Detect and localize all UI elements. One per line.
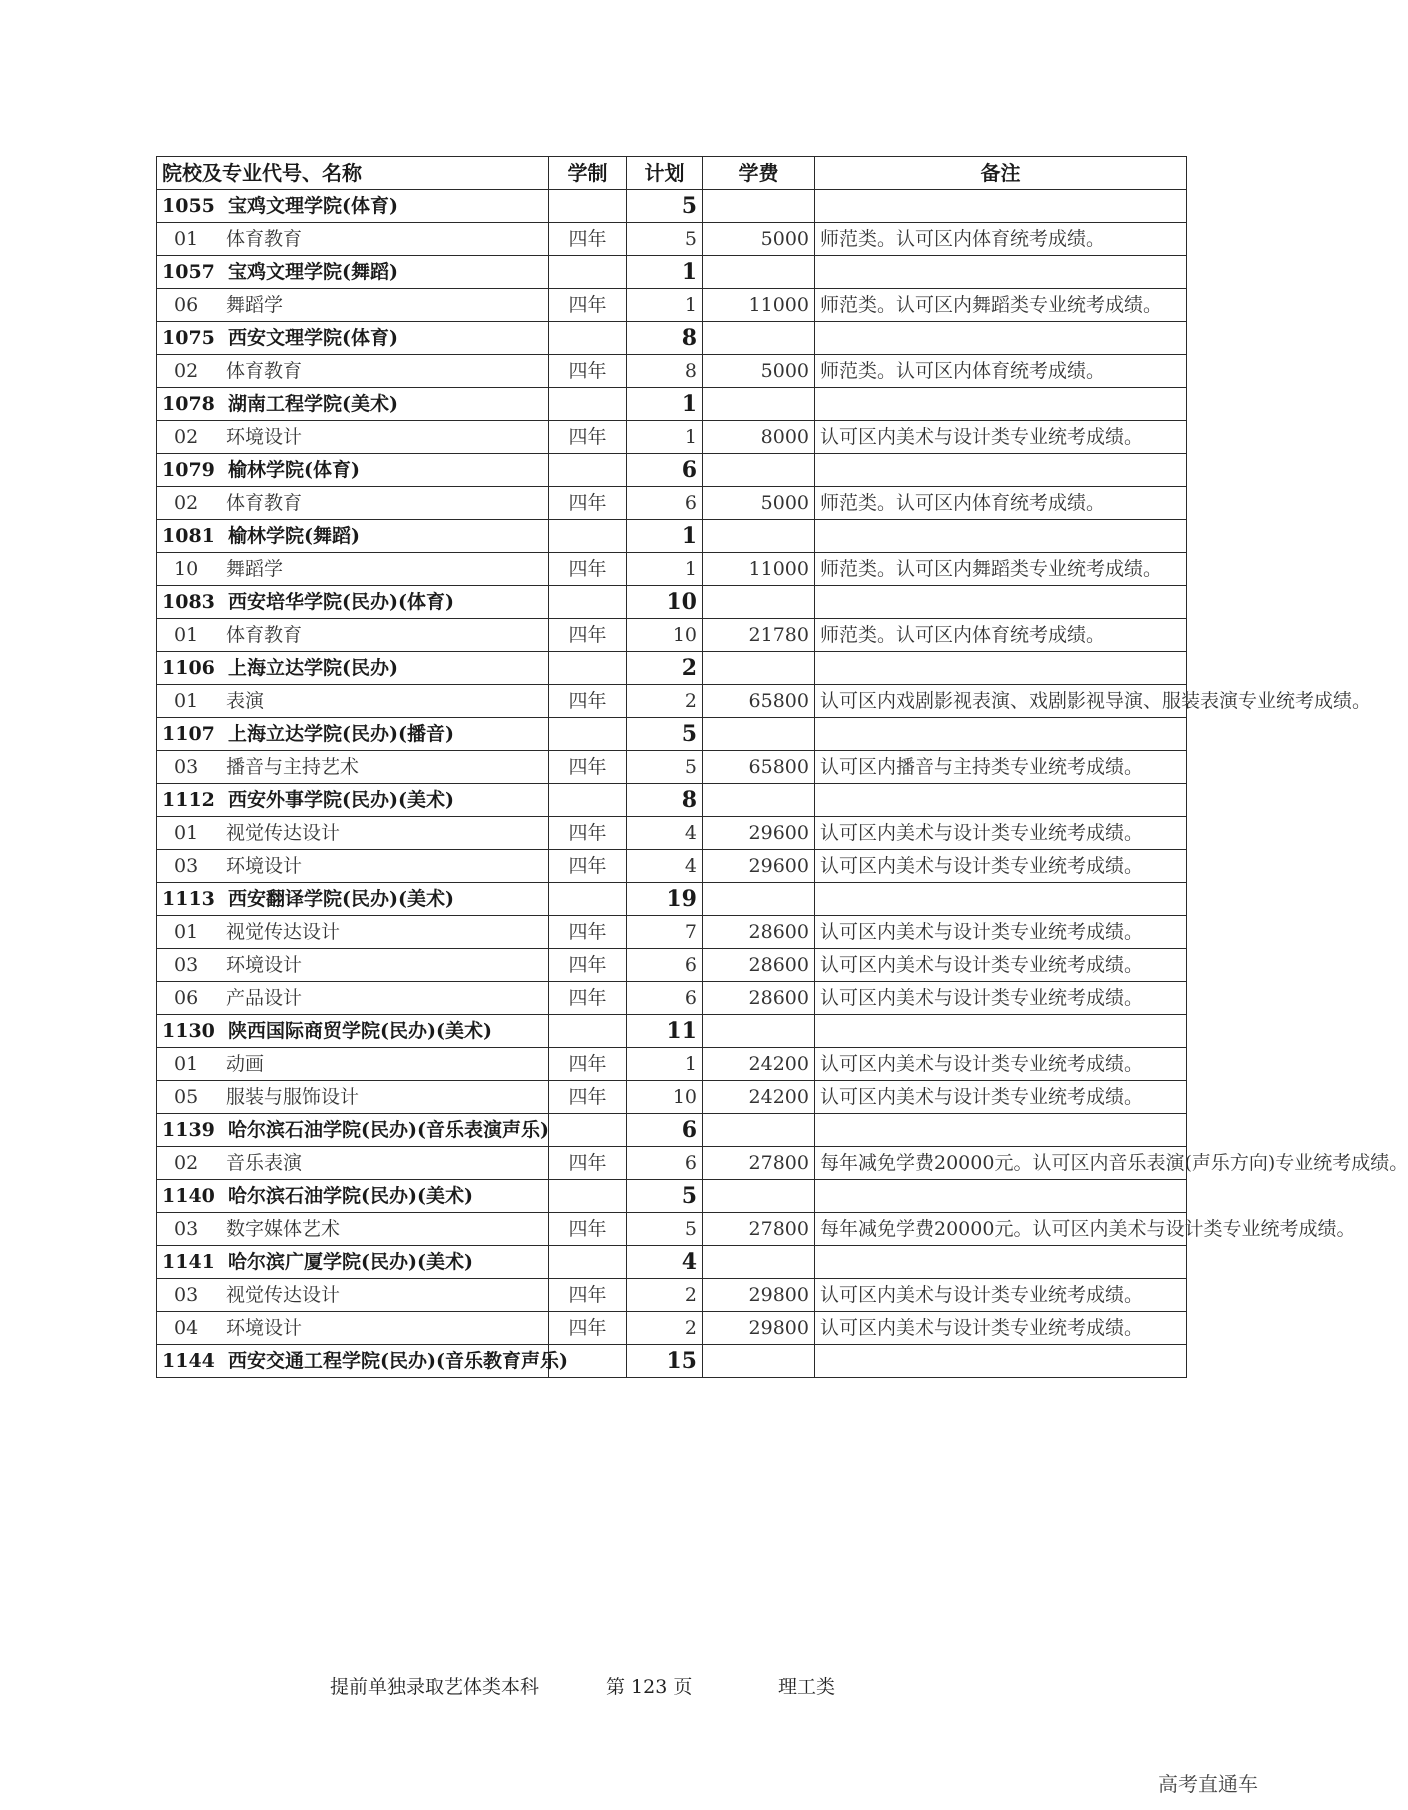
cell-note [815,1246,1187,1279]
cell-note: 师范类。认可区内体育统考成绩。 [815,223,1187,256]
major-name: 舞蹈学 [226,294,284,316]
cell-duration: 四年 [549,1048,627,1081]
header-note: 备注 [815,157,1187,190]
school-row [157,718,1187,751]
cell-duration [549,586,627,619]
cell-duration: 四年 [549,223,627,256]
cell-fee [703,388,815,421]
major-name: 体育教育 [226,360,303,382]
cell-fee [703,784,815,817]
cell-duration: 四年 [549,817,627,850]
school-name: 西安翻译学院(民办)(美术) [228,888,454,910]
cell-fee [703,1246,815,1279]
cell-duration: 四年 [549,685,627,718]
cell-fee [703,520,815,553]
cell-name [157,388,549,421]
major-code: 03 [174,1284,199,1306]
school-row [157,652,1187,685]
footer-page-number: 第 123 页 [606,1676,693,1698]
cell-name [157,1312,549,1345]
major-row [157,685,1187,718]
school-code: 1139 [162,1119,215,1141]
major-code: 02 [174,426,199,448]
cell-plan: 6 [627,487,703,520]
major-row [157,1312,1187,1345]
cell-name [157,784,549,817]
cell-plan: 1 [627,520,703,553]
major-code: 01 [174,228,199,250]
cell-duration [549,1015,627,1048]
school-row [157,1345,1187,1378]
cell-name [157,1147,549,1180]
major-name: 体育教育 [226,228,303,250]
school-row [157,190,1187,223]
cell-note [815,454,1187,487]
school-row [157,520,1187,553]
cell-duration: 四年 [549,1279,627,1312]
cell-duration [549,454,627,487]
cell-plan: 6 [627,1114,703,1147]
cell-name [157,256,549,289]
cell-name [157,586,549,619]
cell-duration [549,1114,627,1147]
cell-fee: 21780 [703,619,815,652]
school-row [157,784,1187,817]
major-code: 06 [174,294,199,316]
cell-duration [549,256,627,289]
cell-fee: 5000 [703,487,815,520]
major-name: 数字媒体艺术 [226,1218,341,1240]
major-code: 10 [174,558,199,580]
cell-plan: 2 [627,1312,703,1345]
major-name: 舞蹈学 [226,558,284,580]
school-code: 1055 [162,195,215,217]
major-name: 视觉传达设计 [226,822,341,844]
cell-fee: 11000 [703,553,815,586]
cell-duration: 四年 [549,916,627,949]
cell-note: 认可区内美术与设计类专业统考成绩。 [815,1048,1187,1081]
major-code: 02 [174,360,199,382]
cell-fee: 29800 [703,1312,815,1345]
cell-plan: 5 [627,223,703,256]
cell-plan: 2 [627,652,703,685]
major-code: 01 [174,921,199,943]
cell-note: 师范类。认可区内舞蹈类专业统考成绩。 [815,289,1187,322]
cell-fee: 24200 [703,1048,815,1081]
cell-note: 每年减免学费20000元。认可区内音乐表演(声乐方向)专业统考成绩。 [815,1147,1187,1180]
major-code: 05 [174,1086,199,1108]
cell-fee [703,190,815,223]
school-code: 1107 [162,723,215,745]
cell-name [157,289,549,322]
school-row [157,1246,1187,1279]
school-code: 1113 [162,888,215,910]
cell-plan: 4 [627,817,703,850]
cell-fee [703,652,815,685]
major-row [157,850,1187,883]
school-code: 1079 [162,459,215,481]
cell-fee: 5000 [703,223,815,256]
cell-fee: 27800 [703,1147,815,1180]
cell-duration [549,1246,627,1279]
major-row [157,1279,1187,1312]
cell-name [157,487,549,520]
cell-name [157,421,549,454]
school-code: 1140 [162,1185,215,1207]
cell-name [157,718,549,751]
school-row [157,1180,1187,1213]
cell-name [157,883,549,916]
major-code: 01 [174,690,199,712]
cell-note: 每年减免学费20000元。认可区内美术与设计类专业统考成绩。 [815,1213,1187,1246]
cell-fee: 24200 [703,1081,815,1114]
table-body [157,190,1408,1378]
cell-plan: 1 [627,289,703,322]
school-row [157,883,1187,916]
major-row [157,916,1187,949]
cell-note [815,883,1187,916]
school-code: 1141 [162,1251,215,1273]
cell-duration: 四年 [549,949,627,982]
major-name: 产品设计 [226,987,303,1009]
cell-plan: 6 [627,982,703,1015]
cell-name [157,685,549,718]
cell-name [157,751,549,784]
cell-fee: 5000 [703,355,815,388]
cell-duration [549,883,627,916]
cell-note [815,1180,1187,1213]
cell-plan: 1 [627,388,703,421]
school-name: 湖南工程学院(美术) [228,393,398,415]
cell-duration: 四年 [549,355,627,388]
cell-note: 认可区内美术与设计类专业统考成绩。 [815,916,1187,949]
school-code: 1144 [162,1350,215,1372]
cell-duration: 四年 [549,487,627,520]
cell-name [157,1081,549,1114]
major-name: 体育教育 [226,492,303,514]
school-name: 榆林学院(体育) [228,459,360,481]
major-name: 视觉传达设计 [226,921,341,943]
cell-duration [549,190,627,223]
cell-fee: 29800 [703,1279,815,1312]
cell-fee [703,322,815,355]
cell-fee [703,1114,815,1147]
cell-plan: 2 [627,1279,703,1312]
header-plan: 计划 [627,157,703,190]
school-code: 1106 [162,657,215,679]
school-name: 西安交通工程学院(民办)(音乐教育声乐) [228,1350,568,1372]
cell-plan: 11 [627,1015,703,1048]
cell-plan: 15 [627,1345,703,1378]
cell-name [157,553,549,586]
major-code: 03 [174,954,199,976]
cell-plan: 5 [627,1213,703,1246]
cell-note [815,1345,1187,1378]
cell-name [157,916,549,949]
major-row [157,751,1187,784]
major-code: 03 [174,855,199,877]
cell-fee: 29600 [703,817,815,850]
cell-duration: 四年 [549,619,627,652]
cell-plan: 6 [627,454,703,487]
major-row [157,817,1187,850]
cell-name [157,1213,549,1246]
major-code: 01 [174,624,199,646]
major-row [157,1213,1187,1246]
enrollment-table [156,156,1408,1378]
cell-note [815,256,1187,289]
cell-fee [703,883,815,916]
major-name: 动画 [226,1053,265,1075]
cell-note [815,652,1187,685]
major-code: 02 [174,492,199,514]
major-name: 服装与服饰设计 [226,1086,360,1108]
cell-note: 认可区内美术与设计类专业统考成绩。 [815,421,1187,454]
cell-fee [703,454,815,487]
major-name: 环境设计 [226,1317,303,1339]
major-row [157,1048,1187,1081]
cell-note: 认可区内美术与设计类专业统考成绩。 [815,1279,1187,1312]
school-name: 上海立达学院(民办) [228,657,398,679]
major-name: 环境设计 [226,954,303,976]
major-row [157,982,1187,1015]
cell-fee: 28600 [703,949,815,982]
cell-plan: 5 [627,1180,703,1213]
school-code: 1057 [162,261,215,283]
cell-note [815,1114,1187,1147]
school-row [157,586,1187,619]
cell-plan: 10 [627,586,703,619]
major-row [157,1147,1187,1180]
school-code: 1075 [162,327,215,349]
cell-name [157,949,549,982]
school-row [157,1015,1187,1048]
cell-note [815,1015,1187,1048]
header-duration: 学制 [549,157,627,190]
cell-name [157,190,549,223]
cell-name [157,1279,549,1312]
cell-note: 认可区内美术与设计类专业统考成绩。 [815,1312,1187,1345]
major-row [157,223,1187,256]
major-name: 体育教育 [226,624,303,646]
cell-note: 认可区内美术与设计类专业统考成绩。 [815,982,1187,1015]
cell-note: 认可区内播音与主持类专业统考成绩。 [815,751,1187,784]
cell-duration: 四年 [549,1147,627,1180]
cell-plan: 4 [627,850,703,883]
cell-plan: 10 [627,619,703,652]
cell-plan: 7 [627,916,703,949]
cell-plan: 4 [627,1246,703,1279]
cell-note [815,718,1187,751]
cell-note: 师范类。认可区内体育统考成绩。 [815,487,1187,520]
cell-plan: 10 [627,1081,703,1114]
cell-name [157,1246,549,1279]
cell-name [157,850,549,883]
cell-duration: 四年 [549,1081,627,1114]
cell-duration [549,322,627,355]
cell-duration: 四年 [549,850,627,883]
cell-duration: 四年 [549,1312,627,1345]
cell-fee [703,1180,815,1213]
cell-duration [549,652,627,685]
cell-fee: 28600 [703,916,815,949]
major-row [157,421,1187,454]
major-code: 02 [174,1152,199,1174]
cell-name [157,982,549,1015]
school-name: 西安培华学院(民办)(体育) [228,591,454,613]
school-row [157,1114,1187,1147]
cell-name [157,1114,549,1147]
major-code: 01 [174,1053,199,1075]
major-row [157,487,1187,520]
cell-note [815,190,1187,223]
cell-note: 师范类。认可区内舞蹈类专业统考成绩。 [815,553,1187,586]
cell-duration: 四年 [549,421,627,454]
cell-fee [703,256,815,289]
major-name: 环境设计 [226,426,303,448]
cell-duration [549,1180,627,1213]
cell-plan: 8 [627,784,703,817]
cell-fee: 8000 [703,421,815,454]
cell-name [157,520,549,553]
school-name: 西安文理学院(体育) [228,327,398,349]
cell-plan: 1 [627,553,703,586]
cell-fee: 65800 [703,685,815,718]
school-name: 西安外事学院(民办)(美术) [228,789,454,811]
cell-duration [549,520,627,553]
cell-name [157,322,549,355]
school-row [157,256,1187,289]
table-header-row [157,157,1187,190]
school-name: 上海立达学院(民办)(播音) [228,723,454,745]
watermark-text: 高考直通车 [1158,1772,1258,1796]
cell-duration [549,784,627,817]
major-row [157,619,1187,652]
cell-duration [549,388,627,421]
cell-plan: 2 [627,685,703,718]
cell-name [157,223,549,256]
school-name: 宝鸡文理学院(体育) [228,195,398,217]
cell-note: 认可区内美术与设计类专业统考成绩。 [815,949,1187,982]
cell-fee [703,1345,815,1378]
cell-note: 认可区内美术与设计类专业统考成绩。 [815,817,1187,850]
major-name: 音乐表演 [226,1152,303,1174]
cell-note [815,388,1187,421]
cell-plan: 1 [627,256,703,289]
cell-note [815,784,1187,817]
cell-note: 师范类。认可区内体育统考成绩。 [815,355,1187,388]
cell-note: 认可区内戏剧影视表演、戏剧影视导演、服装表演专业统考成绩。 [815,685,1187,718]
major-row [157,289,1187,322]
cell-note [815,586,1187,619]
cell-plan: 5 [627,718,703,751]
cell-plan: 8 [627,322,703,355]
cell-name [157,454,549,487]
cell-fee [703,1015,815,1048]
school-code: 1083 [162,591,215,613]
major-code: 03 [174,1218,199,1240]
major-name: 视觉传达设计 [226,1284,341,1306]
school-row [157,388,1187,421]
school-code: 1078 [162,393,215,415]
cell-note [815,520,1187,553]
major-row [157,949,1187,982]
cell-name [157,1048,549,1081]
major-code: 06 [174,987,199,1009]
cell-fee: 29600 [703,850,815,883]
header-name: 院校及专业代号、名称 [157,157,549,190]
school-code: 1130 [162,1020,215,1042]
cell-note: 认可区内美术与设计类专业统考成绩。 [815,850,1187,883]
school-name: 哈尔滨石油学院(民办)(美术) [228,1185,473,1207]
major-name: 表演 [226,690,265,712]
cell-fee [703,586,815,619]
cell-plan: 1 [627,421,703,454]
cell-name [157,1180,549,1213]
cell-plan: 19 [627,883,703,916]
school-name: 宝鸡文理学院(舞蹈) [228,261,398,283]
cell-duration: 四年 [549,982,627,1015]
cell-fee [703,718,815,751]
cell-name [157,1015,549,1048]
cell-name [157,652,549,685]
cell-note [815,322,1187,355]
cell-duration: 四年 [549,289,627,322]
school-code: 1112 [162,789,215,811]
cell-name [157,619,549,652]
major-code: 01 [174,822,199,844]
major-code: 04 [174,1317,199,1339]
cell-duration: 四年 [549,553,627,586]
cell-fee: 65800 [703,751,815,784]
cell-plan: 6 [627,1147,703,1180]
cell-name [157,817,549,850]
school-row [157,322,1187,355]
school-code: 1081 [162,525,215,547]
school-row [157,454,1187,487]
school-name: 哈尔滨石油学院(民办)(音乐表演声乐) [228,1119,549,1141]
major-name: 环境设计 [226,855,303,877]
cell-note: 师范类。认可区内体育统考成绩。 [815,619,1187,652]
major-row [157,355,1187,388]
cell-fee: 27800 [703,1213,815,1246]
cell-duration [549,718,627,751]
cell-name [157,355,549,388]
cell-duration: 四年 [549,751,627,784]
major-row [157,1081,1187,1114]
cell-plan: 1 [627,1048,703,1081]
footer-category: 提前单独录取艺体类本科 [330,1676,540,1698]
cell-note: 认可区内美术与设计类专业统考成绩。 [815,1081,1187,1114]
school-name: 榆林学院(舞蹈) [228,525,360,547]
cell-fee: 28600 [703,982,815,1015]
footer-track: 理工类 [778,1676,836,1698]
header-fee: 学费 [703,157,815,190]
major-name: 播音与主持艺术 [226,756,360,778]
cell-plan: 5 [627,190,703,223]
cell-fee: 11000 [703,289,815,322]
cell-name [157,1345,568,1378]
major-code: 03 [174,756,199,778]
school-name: 哈尔滨广厦学院(民办)(美术) [228,1251,473,1273]
major-row [157,553,1187,586]
cell-duration: 四年 [549,1213,627,1246]
cell-plan: 5 [627,751,703,784]
cell-plan: 6 [627,949,703,982]
cell-plan: 8 [627,355,703,388]
school-name: 陕西国际商贸学院(民办)(美术) [228,1020,492,1042]
